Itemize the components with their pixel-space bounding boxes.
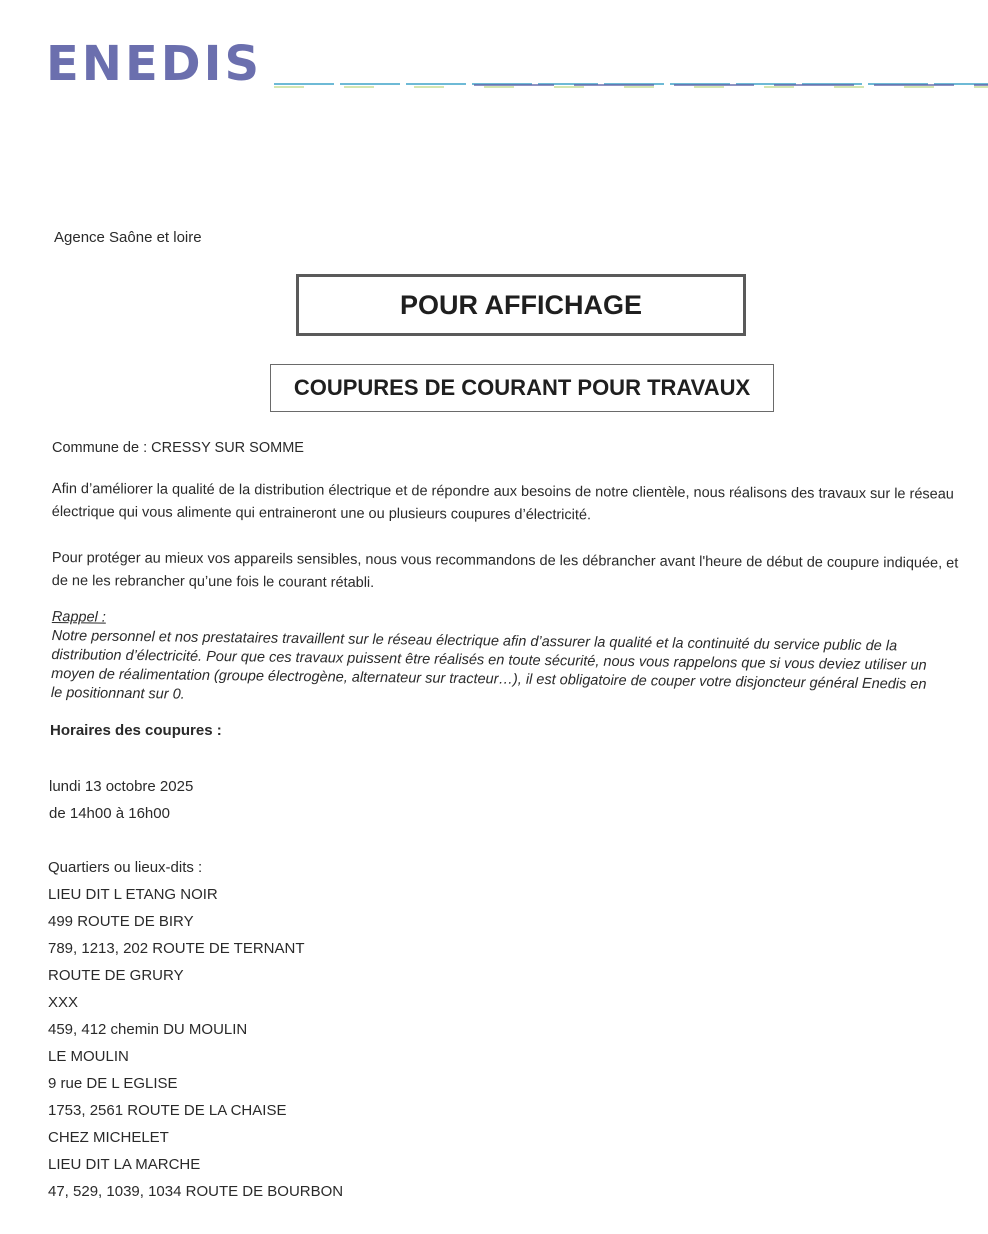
list-item: 1753, 2561 ROUTE DE LA CHAISE bbox=[48, 1102, 287, 1119]
schedule-block bbox=[49, 773, 193, 827]
commune-line: Commune de : CRESSY SUR SOMME bbox=[52, 440, 304, 456]
schedule-date: lundi 13 octobre 2025 bbox=[49, 778, 194, 795]
title-box bbox=[296, 274, 746, 336]
page-subtitle: COUPURES DE COURANT POUR TRAVAUX bbox=[293, 375, 751, 400]
list-item: LIEU DIT L ETANG NOIR bbox=[48, 886, 218, 903]
schedule-time: de 14h00 à 16h00 bbox=[49, 805, 170, 822]
logo-text: ENEDIS bbox=[46, 36, 263, 92]
list-item: LIEU DIT LA MARCHE bbox=[48, 1156, 201, 1173]
agency-name: Agence Saône et loire bbox=[54, 229, 202, 246]
logo-decorative-rule bbox=[274, 78, 988, 92]
list-item: ROUTE DE GRURY bbox=[48, 967, 184, 984]
list-item: 9 rue DE L EGLISE bbox=[48, 1075, 178, 1092]
rappel-section bbox=[51, 607, 952, 714]
intro-paragraph: Afin d’améliorer la qualité de la distribution électrique et de répondre aux besoins de notre clientèle, nous réalisons des travaux sur le réseau électrique qui vous alimente qui entraineront une ou plusieurs coupures d’électricité. bbox=[51, 480, 954, 524]
list-item: CHEZ MICHELET bbox=[48, 1129, 169, 1146]
quartiers-title: Quartiers ou lieux-dits : bbox=[48, 859, 203, 876]
list-item: 499 ROUTE DE BIRY bbox=[48, 913, 194, 930]
list-item: XXX bbox=[48, 994, 79, 1011]
list-item: 459, 412 chemin DU MOULIN bbox=[48, 1021, 248, 1038]
advice-paragraph: Pour protéger au mieux vos appareils sensibles, nous vous recommandons de les débrancher avant l'heure de début de coupure indiquée, et de ne les rebrancher qu’une fois le courant rétabli. bbox=[51, 549, 959, 591]
rappel-title: Rappel : bbox=[51, 608, 106, 626]
horaires-heading: Horaires des coupures : bbox=[50, 722, 222, 739]
enedis-logo bbox=[46, 36, 263, 92]
list-item: 789, 1213, 202 ROUTE DE TERNANT bbox=[48, 940, 305, 957]
page-title: POUR AFFICHAGE bbox=[400, 289, 642, 320]
list-item: 47, 529, 1039, 1034 ROUTE DE BOURBON bbox=[48, 1183, 344, 1200]
quartiers-list bbox=[48, 854, 343, 1205]
subtitle-box bbox=[270, 364, 774, 412]
list-item: LE MOULIN bbox=[48, 1048, 129, 1065]
rappel-text: Notre personnel et nos prestataires travaillent sur le réseau électrique afin d’assurer la qualité et la continuité du service public de la distribution d’électricité. Pour que ces travaux puissent être réalisés en toute sécurité, nous vous rappelons que si vous deviez utiliser un moyen de réalimentation (groupe électrogène, alternateur sur tracteur…), il est obligatoire de couper votre disjoncteur général Enedis en le positionnant sur 0. bbox=[50, 627, 927, 703]
